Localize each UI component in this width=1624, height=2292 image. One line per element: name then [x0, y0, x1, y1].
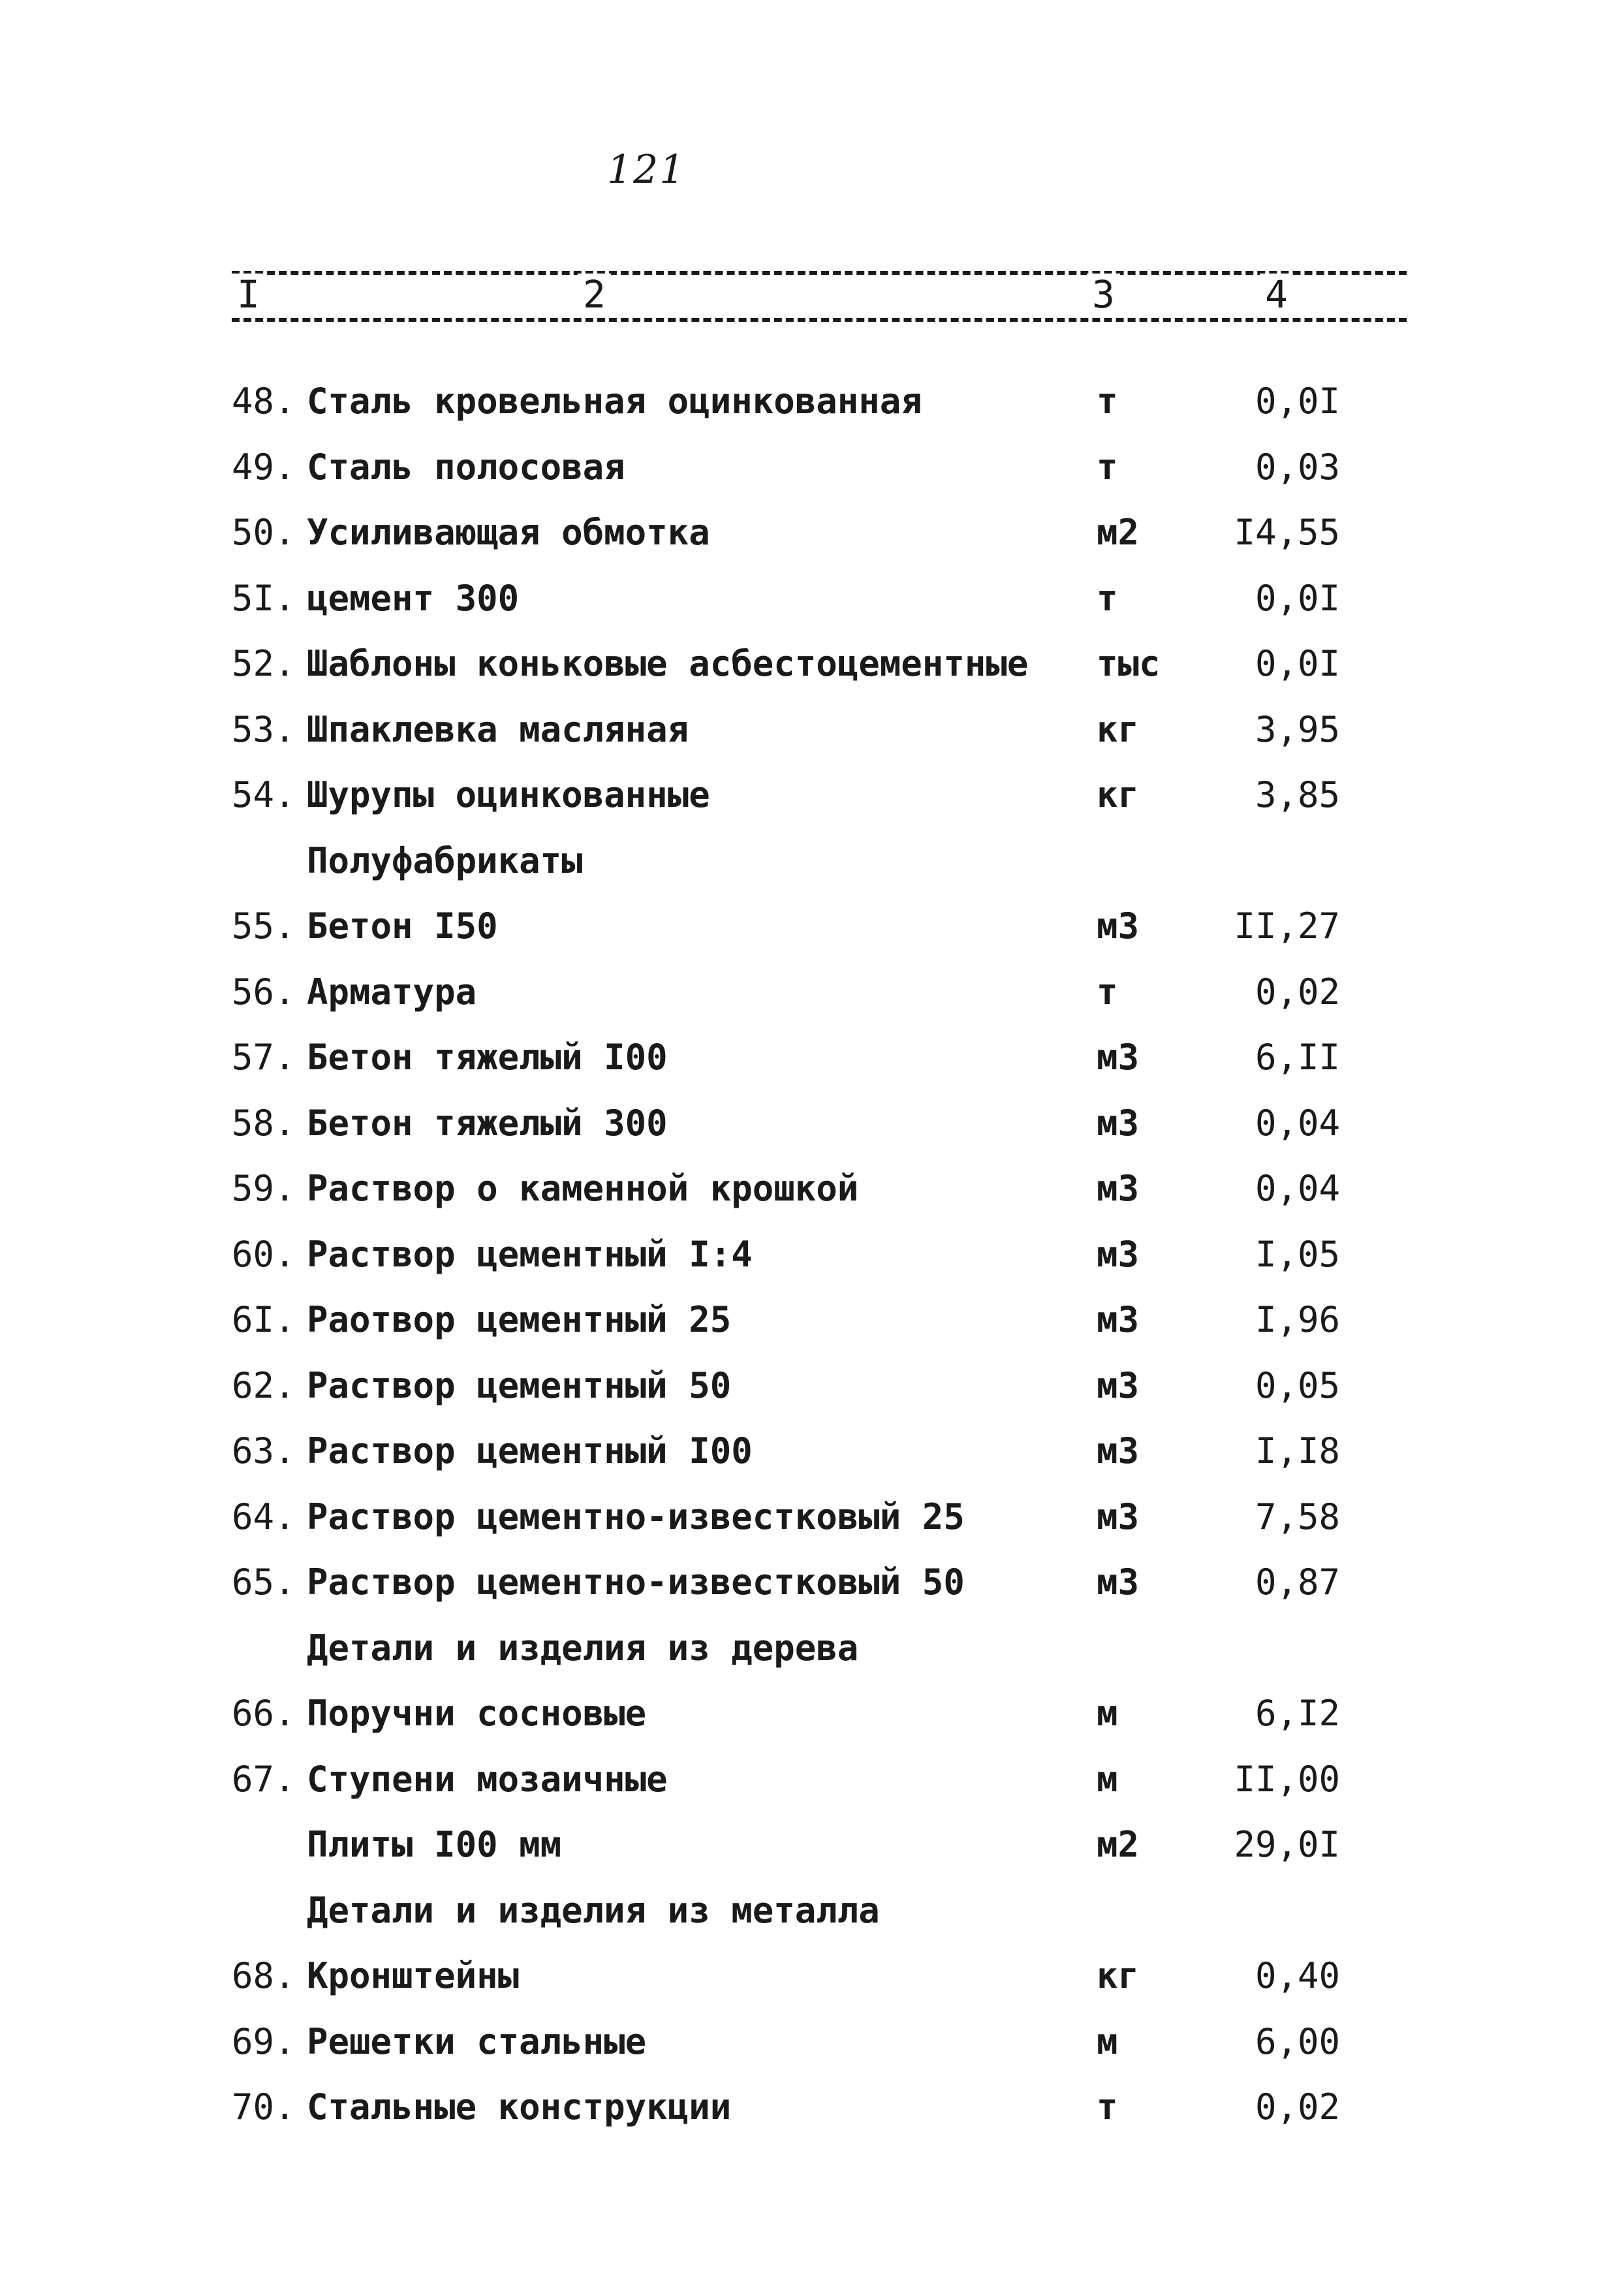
row-number: 6I.: [232, 1299, 296, 1340]
unit-of-measure: м3: [1097, 1299, 1140, 1340]
quantity: II,27: [1234, 905, 1340, 947]
quantity: 6,00: [1255, 2020, 1340, 2062]
material-name: цемент 300: [307, 577, 520, 619]
quantity: 0,03: [1255, 446, 1340, 488]
material-name: Плиты I00 мм: [307, 1824, 562, 1865]
material-name: Ступени мозаичные: [307, 1758, 668, 1800]
quantity: 0,02: [1255, 971, 1340, 1013]
material-name: Раствор цементный 50: [307, 1364, 732, 1406]
row-number: 63.: [232, 1430, 296, 1471]
quantity: 0,04: [1255, 1168, 1340, 1209]
quantity: 0,05: [1255, 1364, 1340, 1406]
unit-of-measure: кг: [1097, 1955, 1140, 1996]
table-row: [0, 1681, 1624, 1747]
material-name: Бетон тяжелый 300: [307, 1102, 668, 1144]
table-row: [0, 1484, 1624, 1550]
row-number: 65.: [232, 1562, 296, 1603]
material-name: Раствор о каменной крошкой: [307, 1168, 859, 1209]
column-2-number: 2: [578, 274, 611, 315]
quantity: 0,04: [1255, 1102, 1340, 1144]
unit-of-measure: м3: [1097, 1430, 1140, 1471]
material-name: Раствор цементно-известковый 50: [307, 1562, 965, 1603]
unit-of-measure: м3: [1097, 1496, 1140, 1537]
material-name: Раствор цементный I00: [307, 1430, 753, 1471]
table-row: [0, 1353, 1624, 1419]
material-name: Детали и изделия из дерева: [307, 1627, 859, 1669]
row-number: 48.: [232, 381, 296, 422]
material-name: Стальные конструкции: [307, 2086, 732, 2127]
quantity: 6,I2: [1255, 1693, 1340, 1734]
row-number: 70.: [232, 2086, 296, 2127]
row-number: 56.: [232, 971, 296, 1013]
unit-of-measure: м3: [1097, 905, 1140, 947]
row-number: 58.: [232, 1102, 296, 1144]
row-number: 57.: [232, 1037, 296, 1078]
unit-of-measure: т: [1097, 2086, 1118, 2127]
table-row: [0, 1287, 1624, 1353]
table-row: [0, 697, 1624, 763]
quantity: 29,0I: [1234, 1824, 1340, 1865]
row-number: 53.: [232, 708, 296, 750]
row-number: 67.: [232, 1758, 296, 1800]
quantity: 0,02: [1255, 2086, 1340, 2127]
unit-of-measure: м3: [1097, 1233, 1140, 1275]
unit-of-measure: т: [1097, 577, 1118, 619]
quantity: 3,85: [1255, 774, 1340, 815]
material-name: Раотвор цементный 25: [307, 1299, 732, 1340]
row-number: 49.: [232, 446, 296, 488]
material-name: Кронштейны: [307, 1955, 520, 1996]
table-row: [0, 960, 1624, 1026]
row-number: 59.: [232, 1168, 296, 1209]
material-name: Бетон I50: [307, 905, 498, 947]
material-name: Шпаклевка масляная: [307, 708, 689, 750]
row-number: 55.: [232, 905, 296, 947]
row-number: 62.: [232, 1364, 296, 1406]
material-name: Раствор цементный I:4: [307, 1233, 753, 1275]
unit-of-measure: м: [1097, 1758, 1118, 1800]
quantity: I,96: [1255, 1299, 1340, 1340]
unit-of-measure: т: [1097, 381, 1118, 422]
page-number: 121: [607, 147, 686, 193]
material-name: Сталь полосовая: [307, 446, 625, 488]
quantity: 0,0I: [1255, 643, 1340, 684]
table-row: [0, 566, 1624, 632]
row-number: 69.: [232, 2020, 296, 2062]
table-row: [0, 762, 1624, 828]
quantity: 6,II: [1255, 1037, 1340, 1078]
unit-of-measure: м: [1097, 1693, 1118, 1734]
material-name: Шаблоны коньковые асбестоцементные: [307, 643, 1029, 684]
header-top-rule: [232, 271, 1407, 275]
header-bottom-rule: [232, 318, 1407, 322]
table-row: [0, 631, 1624, 697]
unit-of-measure: м3: [1097, 1168, 1140, 1209]
table-row: [0, 828, 1624, 894]
row-number: 5I.: [232, 577, 296, 619]
material-name: Поручни сосновые: [307, 1693, 647, 1734]
quantity: 3,95: [1255, 708, 1340, 750]
quantity: 0,0I: [1255, 577, 1340, 619]
row-number: 60.: [232, 1233, 296, 1275]
materials-table-body: [0, 369, 1624, 2141]
table-row: [0, 1943, 1624, 2009]
quantity: I,I8: [1255, 1430, 1340, 1471]
table-row: [0, 369, 1624, 435]
table-row: [0, 2075, 1624, 2141]
row-number: 66.: [232, 1693, 296, 1734]
table-row: [0, 1222, 1624, 1288]
table-row: [0, 1156, 1624, 1222]
quantity: 0,40: [1255, 1955, 1340, 1996]
material-name: Детали и изделия из металла: [307, 1889, 880, 1931]
quantity: I,05: [1255, 1233, 1340, 1275]
quantity: II,00: [1234, 1758, 1340, 1800]
table-row: [0, 1550, 1624, 1616]
table-row: [0, 1812, 1624, 1878]
table-row: [0, 1616, 1624, 1682]
table-row: [0, 500, 1624, 566]
row-number: 52.: [232, 643, 296, 684]
material-name: Арматура: [307, 971, 477, 1013]
material-name: Раствор цементно-известковый 25: [307, 1496, 965, 1537]
unit-of-measure: м2: [1097, 512, 1140, 553]
quantity: I4,55: [1234, 512, 1340, 553]
quantity: 0,87: [1255, 1562, 1340, 1603]
material-name: Полуфабрикаты: [307, 840, 583, 881]
table-row: [0, 894, 1624, 960]
unit-of-measure: кг: [1097, 774, 1140, 815]
material-name: Шурупы оцинкованные: [307, 774, 710, 815]
row-number: 54.: [232, 774, 296, 815]
quantity: 7,58: [1255, 1496, 1340, 1537]
material-name: Решетки стальные: [307, 2020, 647, 2062]
material-name: Бетон тяжелый I00: [307, 1037, 668, 1078]
table-row: [0, 1878, 1624, 1944]
material-name: Сталь кровельная оцинкованная: [307, 381, 922, 422]
table-row: [0, 1025, 1624, 1091]
row-number: 64.: [232, 1496, 296, 1537]
unit-of-measure: м: [1097, 2020, 1118, 2062]
row-number: 68.: [232, 1955, 296, 1996]
unit-of-measure: тыс: [1097, 643, 1161, 684]
unit-of-measure: т: [1097, 446, 1118, 488]
unit-of-measure: м3: [1097, 1364, 1140, 1406]
table-header: [232, 258, 1407, 330]
column-3-number: 3: [1087, 274, 1120, 315]
column-1-number: I: [232, 274, 265, 315]
unit-of-measure: м3: [1097, 1037, 1140, 1078]
quantity: 0,0I: [1255, 381, 1340, 422]
unit-of-measure: м3: [1097, 1102, 1140, 1144]
table-row: [0, 435, 1624, 501]
table-row: [0, 1747, 1624, 1813]
material-name: Усиливающая обмотка: [307, 512, 710, 553]
column-4-number: 4: [1260, 274, 1293, 315]
table-row: [0, 2009, 1624, 2075]
row-number: 50.: [232, 512, 296, 553]
unit-of-measure: т: [1097, 971, 1118, 1013]
table-row: [0, 1419, 1624, 1484]
unit-of-measure: кг: [1097, 708, 1140, 750]
unit-of-measure: м3: [1097, 1562, 1140, 1603]
unit-of-measure: м2: [1097, 1824, 1140, 1865]
table-row: [0, 1091, 1624, 1157]
